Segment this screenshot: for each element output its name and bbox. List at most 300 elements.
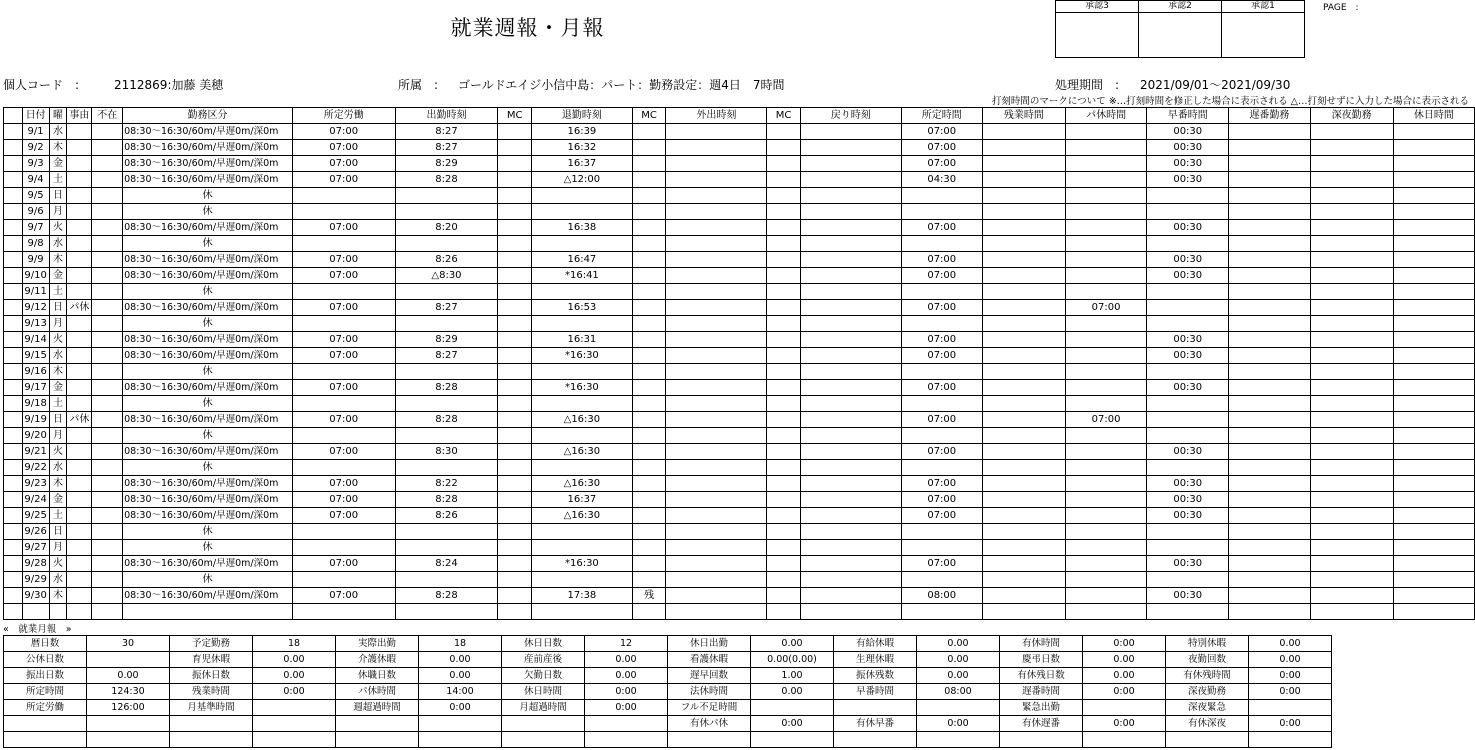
table-cell: 9/23	[22, 476, 49, 492]
table-cell	[1310, 572, 1393, 588]
table-cell	[1147, 188, 1229, 204]
table-cell: 木	[49, 364, 67, 380]
table-cell: 00:30	[1147, 476, 1229, 492]
table-cell	[67, 332, 92, 348]
table-cell: 9/11	[22, 284, 49, 300]
table-cell	[666, 220, 767, 236]
table-cell	[1229, 572, 1310, 588]
table-cell	[292, 364, 395, 380]
approval-label-3: 承認3	[1056, 1, 1139, 13]
table-cell: 00:30	[1147, 444, 1229, 460]
table-cell	[632, 204, 666, 220]
table-cell: 08:30～16:30/60m/早遅0m/深0m	[123, 124, 293, 140]
summary-value: 0:00	[917, 716, 1000, 732]
table-cell	[498, 316, 532, 332]
table-cell: 火	[49, 444, 67, 460]
summary-value: 0.00(0.00)	[751, 652, 834, 668]
table-cell	[1393, 460, 1474, 476]
column-header: 日付	[22, 108, 49, 124]
table-cell	[1393, 572, 1474, 588]
table-cell	[982, 220, 1065, 236]
table-cell: 水	[49, 236, 67, 252]
summary-label: フル不足時間	[668, 700, 751, 716]
table-cell: 9/2	[22, 140, 49, 156]
table-cell	[92, 588, 123, 604]
table-cell	[1229, 588, 1310, 604]
table-cell: 00:30	[1147, 556, 1229, 572]
table-cell	[632, 316, 666, 332]
table-cell: △16:30	[532, 476, 633, 492]
table-cell	[92, 156, 123, 172]
table-cell	[92, 284, 123, 300]
summary-value: 0.00	[585, 668, 668, 684]
table-cell	[4, 140, 23, 156]
table-cell: 07:00	[292, 492, 395, 508]
table-cell	[1310, 236, 1393, 252]
summary-value	[585, 716, 668, 732]
table-cell	[632, 156, 666, 172]
table-cell	[532, 284, 633, 300]
summary-value	[917, 732, 1000, 748]
table-cell	[1147, 364, 1229, 380]
table-cell	[632, 444, 666, 460]
table-cell: 8:28	[395, 492, 498, 508]
table-cell	[1229, 220, 1310, 236]
table-cell	[1065, 460, 1146, 476]
table-cell	[1310, 412, 1393, 428]
table-cell	[498, 396, 532, 412]
table-cell	[666, 268, 767, 284]
table-cell	[1310, 188, 1393, 204]
table-cell	[92, 364, 123, 380]
summary-row	[4, 636, 1332, 652]
page-title: 就業週報・月報	[450, 16, 605, 40]
table-row	[4, 428, 1475, 444]
table-cell	[4, 204, 23, 220]
table-cell	[395, 540, 498, 556]
table-cell	[4, 524, 23, 540]
table-cell: 木	[49, 252, 67, 268]
table-cell	[767, 332, 801, 348]
summary-label: 法休時間	[668, 684, 751, 700]
table-cell	[4, 476, 23, 492]
table-cell	[92, 124, 123, 140]
table-cell	[67, 140, 92, 156]
table-cell	[395, 524, 498, 540]
summary-label: 生理休暇	[834, 652, 917, 668]
table-cell: 9/21	[22, 444, 49, 460]
table-cell	[1229, 444, 1310, 460]
table-cell	[395, 604, 498, 620]
table-cell	[800, 284, 901, 300]
table-cell	[632, 364, 666, 380]
table-cell	[92, 604, 123, 620]
table-row	[4, 348, 1475, 364]
table-cell	[982, 428, 1065, 444]
table-cell: 8:22	[395, 476, 498, 492]
summary-value	[1249, 732, 1332, 748]
table-cell	[666, 252, 767, 268]
timestamp-mark-legend: 打刻時間のマークについて ※…打刻時間を修正した場合に表示される △…打刻せずに入力した場合に表示される	[991, 96, 1469, 107]
department-label: 所属 :	[398, 78, 439, 92]
table-cell	[92, 428, 123, 444]
table-cell	[632, 460, 666, 476]
table-cell	[498, 156, 532, 172]
table-cell	[4, 460, 23, 476]
table-cell	[982, 508, 1065, 524]
table-cell	[982, 124, 1065, 140]
table-cell	[4, 412, 23, 428]
table-cell	[1310, 156, 1393, 172]
table-cell: 8:28	[395, 380, 498, 396]
summary-label: 介護休暇	[336, 652, 419, 668]
table-cell	[1147, 572, 1229, 588]
table-cell	[800, 188, 901, 204]
table-cell: 8:29	[395, 156, 498, 172]
table-cell	[767, 588, 801, 604]
table-cell	[800, 124, 901, 140]
table-cell: 16:37	[532, 492, 633, 508]
table-cell	[532, 316, 633, 332]
table-cell: 日	[49, 412, 67, 428]
table-cell	[632, 476, 666, 492]
table-cell: 00:30	[1147, 220, 1229, 236]
table-cell	[1229, 284, 1310, 300]
table-cell	[1310, 508, 1393, 524]
table-cell: 9/19	[22, 412, 49, 428]
column-header: 早番時間	[1147, 108, 1229, 124]
table-cell: 水	[49, 348, 67, 364]
table-cell: 9/22	[22, 460, 49, 476]
table-cell	[666, 348, 767, 364]
daily-header-row	[4, 108, 1475, 124]
table-cell	[982, 588, 1065, 604]
table-cell	[901, 460, 982, 476]
table-cell: 金	[49, 492, 67, 508]
table-cell	[666, 124, 767, 140]
table-cell	[1065, 540, 1146, 556]
table-cell	[92, 476, 123, 492]
table-cell	[1147, 412, 1229, 428]
table-cell: 9/29	[22, 572, 49, 588]
table-cell	[498, 268, 532, 284]
table-cell	[982, 364, 1065, 380]
table-cell	[982, 204, 1065, 220]
table-cell	[1393, 204, 1474, 220]
table-cell	[67, 524, 92, 540]
table-cell	[1065, 188, 1146, 204]
table-cell	[67, 220, 92, 236]
table-cell	[4, 316, 23, 332]
table-cell	[67, 396, 92, 412]
summary-value: 0:00	[253, 684, 336, 700]
table-cell	[901, 540, 982, 556]
table-cell: 00:30	[1147, 124, 1229, 140]
summary-label: 月基準時間	[170, 700, 253, 716]
table-cell: 8:28	[395, 412, 498, 428]
table-cell	[1065, 172, 1146, 188]
table-cell	[292, 428, 395, 444]
table-cell: 08:30～16:30/60m/早遅0m/深0m	[123, 140, 293, 156]
table-cell	[67, 556, 92, 572]
summary-value	[917, 700, 1000, 716]
table-cell	[92, 236, 123, 252]
table-cell	[901, 364, 982, 380]
approval-stamp-box	[1056, 13, 1139, 58]
table-cell	[498, 572, 532, 588]
table-cell: 9/4	[22, 172, 49, 188]
table-cell	[982, 188, 1065, 204]
table-cell: 08:30～16:30/60m/早遅0m/深0m	[123, 588, 293, 604]
table-cell	[666, 556, 767, 572]
summary-value: 1.00	[751, 668, 834, 684]
table-cell: 土	[49, 284, 67, 300]
table-cell	[1393, 476, 1474, 492]
table-cell	[292, 284, 395, 300]
table-cell	[1310, 444, 1393, 460]
summary-row	[4, 732, 1332, 748]
table-cell	[67, 460, 92, 476]
table-cell	[67, 364, 92, 380]
table-cell	[4, 156, 23, 172]
table-cell	[92, 508, 123, 524]
table-row	[4, 236, 1475, 252]
table-cell	[800, 300, 901, 316]
table-cell	[67, 348, 92, 364]
table-cell	[982, 572, 1065, 588]
table-cell	[395, 572, 498, 588]
table-cell	[767, 300, 801, 316]
table-row	[4, 396, 1475, 412]
column-header: 戻り時刻	[800, 108, 901, 124]
summary-row	[4, 684, 1332, 700]
table-cell: 金	[49, 156, 67, 172]
table-cell	[1229, 460, 1310, 476]
table-cell: 8:28	[395, 172, 498, 188]
table-cell	[666, 604, 767, 620]
table-cell: 9/20	[22, 428, 49, 444]
table-cell	[1229, 252, 1310, 268]
table-cell	[498, 124, 532, 140]
table-cell	[92, 220, 123, 236]
summary-label: 予定勤務	[170, 636, 253, 652]
table-cell	[666, 572, 767, 588]
table-cell	[1393, 332, 1474, 348]
table-cell	[532, 204, 633, 220]
table-cell	[1229, 540, 1310, 556]
table-cell	[632, 492, 666, 508]
table-cell: 00:30	[1147, 156, 1229, 172]
table-cell	[1393, 540, 1474, 556]
table-cell: 08:30～16:30/60m/早遅0m/深0m	[123, 348, 293, 364]
table-row	[4, 572, 1475, 588]
summary-value: 14:00	[419, 684, 502, 700]
table-cell: 月	[49, 540, 67, 556]
summary-label: 有休深夜	[1166, 716, 1249, 732]
table-cell	[1393, 508, 1474, 524]
table-cell: 16:37	[532, 156, 633, 172]
table-cell	[22, 604, 49, 620]
table-cell: △16:30	[532, 508, 633, 524]
table-cell: 金	[49, 380, 67, 396]
table-row	[4, 540, 1475, 556]
table-cell	[800, 460, 901, 476]
summary-label	[170, 732, 253, 748]
table-cell	[800, 588, 901, 604]
summary-label: 残業時間	[170, 684, 253, 700]
table-cell	[1310, 284, 1393, 300]
table-cell	[67, 508, 92, 524]
table-cell	[67, 572, 92, 588]
table-cell	[632, 348, 666, 364]
table-cell	[632, 556, 666, 572]
table-cell	[800, 364, 901, 380]
table-cell: 16:53	[532, 300, 633, 316]
summary-value: 0.00	[585, 652, 668, 668]
table-row	[4, 364, 1475, 380]
table-cell	[982, 236, 1065, 252]
table-cell	[632, 220, 666, 236]
table-cell	[498, 380, 532, 396]
table-cell	[92, 556, 123, 572]
table-cell	[1229, 332, 1310, 348]
table-cell	[901, 572, 982, 588]
table-cell: 00:30	[1147, 588, 1229, 604]
table-cell	[4, 556, 23, 572]
table-cell	[901, 204, 982, 220]
summary-value	[1083, 700, 1166, 716]
table-cell	[92, 540, 123, 556]
summary-value: 0.00	[751, 636, 834, 652]
summary-label: 有休残日数	[1000, 668, 1083, 684]
table-cell: 16:38	[532, 220, 633, 236]
table-cell	[666, 412, 767, 428]
table-cell	[666, 204, 767, 220]
table-cell	[632, 412, 666, 428]
table-cell	[767, 412, 801, 428]
table-cell: 17:38	[532, 588, 633, 604]
table-cell	[67, 492, 92, 508]
table-cell	[800, 252, 901, 268]
table-cell	[92, 172, 123, 188]
table-cell: 08:30～16:30/60m/早遅0m/深0m	[123, 252, 293, 268]
table-cell: 9/8	[22, 236, 49, 252]
table-cell	[532, 188, 633, 204]
table-cell	[4, 268, 23, 284]
table-cell	[1393, 236, 1474, 252]
table-cell	[498, 476, 532, 492]
table-cell	[1393, 316, 1474, 332]
table-cell	[632, 140, 666, 156]
summary-value	[1249, 700, 1332, 716]
summary-label: 暦日数	[4, 636, 87, 652]
table-cell	[1065, 508, 1146, 524]
table-cell: 07:00	[901, 300, 982, 316]
table-cell	[1393, 412, 1474, 428]
table-row	[4, 524, 1475, 540]
table-cell	[1065, 140, 1146, 156]
table-cell	[1310, 316, 1393, 332]
table-cell: 9/24	[22, 492, 49, 508]
table-cell	[1147, 236, 1229, 252]
column-header: MC	[632, 108, 666, 124]
table-cell: 00:30	[1147, 332, 1229, 348]
summary-value: 18	[419, 636, 502, 652]
table-cell	[1393, 444, 1474, 460]
table-row	[4, 156, 1475, 172]
approval-label-1: 承認1	[1222, 1, 1305, 13]
table-cell	[1393, 524, 1474, 540]
table-cell	[666, 172, 767, 188]
summary-value	[87, 732, 170, 748]
summary-label: 有休残時間	[1166, 668, 1249, 684]
table-cell	[1147, 428, 1229, 444]
summary-label: 深夜勤務	[1166, 684, 1249, 700]
table-cell: 08:30～16:30/60m/早遅0m/深0m	[123, 172, 293, 188]
table-cell	[982, 252, 1065, 268]
summary-label: 欠勤日数	[502, 668, 585, 684]
table-cell	[4, 172, 23, 188]
table-cell	[395, 428, 498, 444]
table-cell	[92, 444, 123, 460]
table-cell	[1310, 380, 1393, 396]
table-cell	[4, 220, 23, 236]
table-cell	[498, 508, 532, 524]
daily-attendance-table	[3, 107, 1475, 620]
table-cell	[982, 332, 1065, 348]
table-cell: 00:30	[1147, 508, 1229, 524]
summary-row	[4, 700, 1332, 716]
table-cell	[395, 188, 498, 204]
table-cell	[901, 428, 982, 444]
table-cell	[1310, 140, 1393, 156]
table-cell	[1147, 524, 1229, 540]
table-cell	[532, 460, 633, 476]
table-cell	[67, 156, 92, 172]
table-cell	[1147, 316, 1229, 332]
table-cell	[1393, 396, 1474, 412]
table-cell	[4, 252, 23, 268]
table-cell	[292, 572, 395, 588]
table-cell	[1065, 524, 1146, 540]
summary-label: 慶弔日数	[1000, 652, 1083, 668]
table-cell: 07:00	[1065, 300, 1146, 316]
table-cell	[666, 492, 767, 508]
table-cell	[632, 284, 666, 300]
table-cell	[1229, 300, 1310, 316]
table-cell: 07:00	[901, 556, 982, 572]
table-cell	[4, 380, 23, 396]
table-cell: 8:20	[395, 220, 498, 236]
table-cell	[67, 252, 92, 268]
table-cell: 休	[123, 236, 293, 252]
table-cell	[4, 364, 23, 380]
table-row	[4, 332, 1475, 348]
table-cell	[666, 236, 767, 252]
table-cell	[498, 524, 532, 540]
table-cell	[4, 604, 23, 620]
summary-label: 遅早回数	[668, 668, 751, 684]
table-cell: *16:30	[532, 348, 633, 364]
table-cell	[800, 508, 901, 524]
table-cell	[92, 140, 123, 156]
table-cell: 07:00	[292, 140, 395, 156]
table-cell	[4, 572, 23, 588]
table-cell	[4, 396, 23, 412]
table-cell	[1310, 492, 1393, 508]
table-row	[4, 412, 1475, 428]
table-row	[4, 492, 1475, 508]
